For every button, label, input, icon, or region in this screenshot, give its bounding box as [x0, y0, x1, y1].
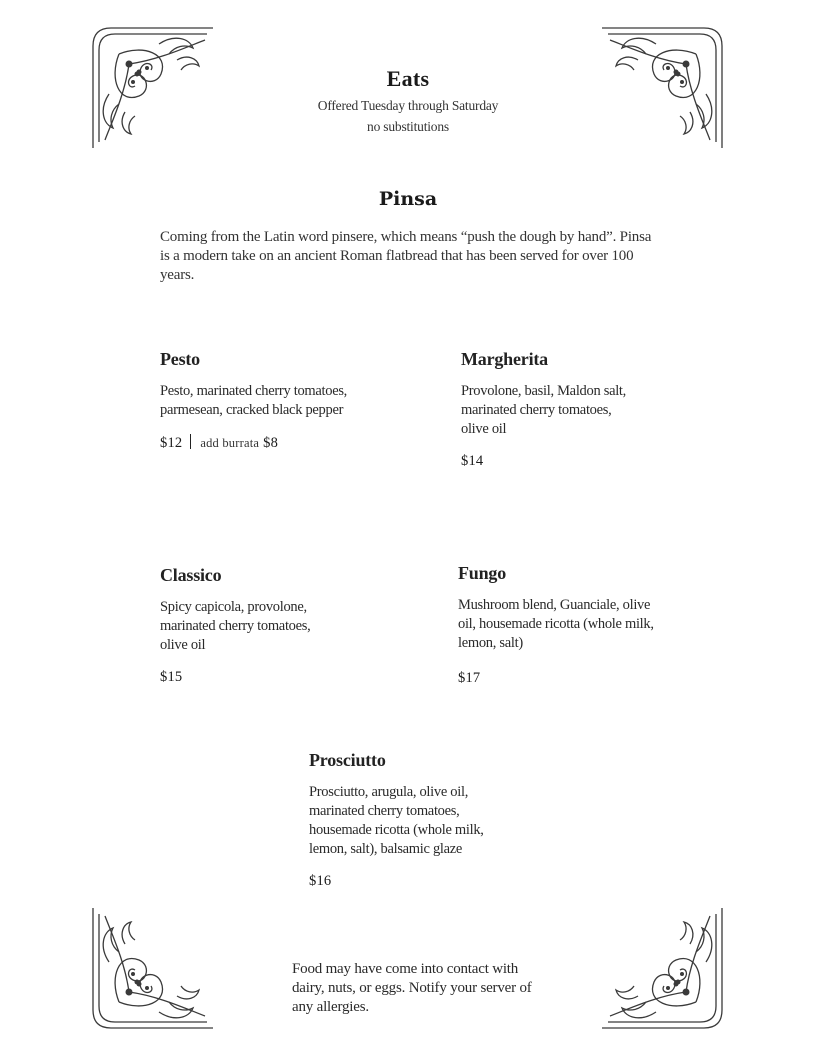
- menu-item-prosciutto: [309, 750, 519, 890]
- section-intro: Coming from the Latin word pinsere, which means “push the dough by hand”. Pinsa is a modern take on an ancient Roman flatbread that has been served for over 100 years.: [160, 229, 652, 283]
- addon-label: add burrata: [200, 436, 260, 450]
- item-name: Margherita: [461, 349, 548, 369]
- item-price: $15: [160, 669, 183, 685]
- ornament-bottom-right-icon: [598, 904, 726, 1032]
- section-title: Pinsa: [378, 188, 438, 210]
- ornament-bottom-left-icon: [89, 904, 217, 1032]
- item-description: Spicy capicola, provolone, marinated cherry tomatoes, olive oil: [160, 599, 311, 653]
- item-price: $14: [461, 453, 484, 469]
- item-price-row: [160, 434, 360, 452]
- item-name: Prosciutto: [309, 750, 386, 770]
- item-price: $17: [458, 670, 481, 686]
- page-title: Eats: [386, 66, 430, 91]
- item-name: Fungo: [458, 563, 507, 583]
- allergy-note: Food may have come into contact with dairy, nuts, or eggs. Notify your server of any allergies.: [292, 961, 532, 1015]
- item-price: $16: [309, 873, 332, 889]
- availability-note: Offered Tuesday through Saturday: [317, 98, 499, 113]
- addon-price: $8: [263, 435, 279, 451]
- menu-item-pesto: [160, 349, 360, 452]
- price-separator: [190, 434, 191, 449]
- menu-item-classico: [160, 565, 360, 686]
- item-name: Classico: [160, 565, 222, 585]
- item-description: Prosciutto, arugula, olive oil, marinated cherry tomatoes, housemade ricotta (whole milk, lemon, salt), balsamic glaze: [309, 784, 484, 857]
- item-price: $12: [160, 435, 183, 451]
- menu-item-margherita: [461, 349, 661, 470]
- item-name: Pesto: [160, 349, 200, 369]
- substitution-note: no substitutions: [367, 119, 449, 134]
- item-description: Mushroom blend, Guanciale, olive oil, housemade ricotta (whole milk, lemon, salt): [458, 597, 654, 651]
- item-description: Pesto, marinated cherry tomatoes, parmesean, cracked black pepper: [160, 383, 347, 418]
- menu-item-fungo: [458, 563, 668, 687]
- item-description: Provolone, basil, Maldon salt, marinated cherry tomatoes, olive oil: [461, 383, 626, 437]
